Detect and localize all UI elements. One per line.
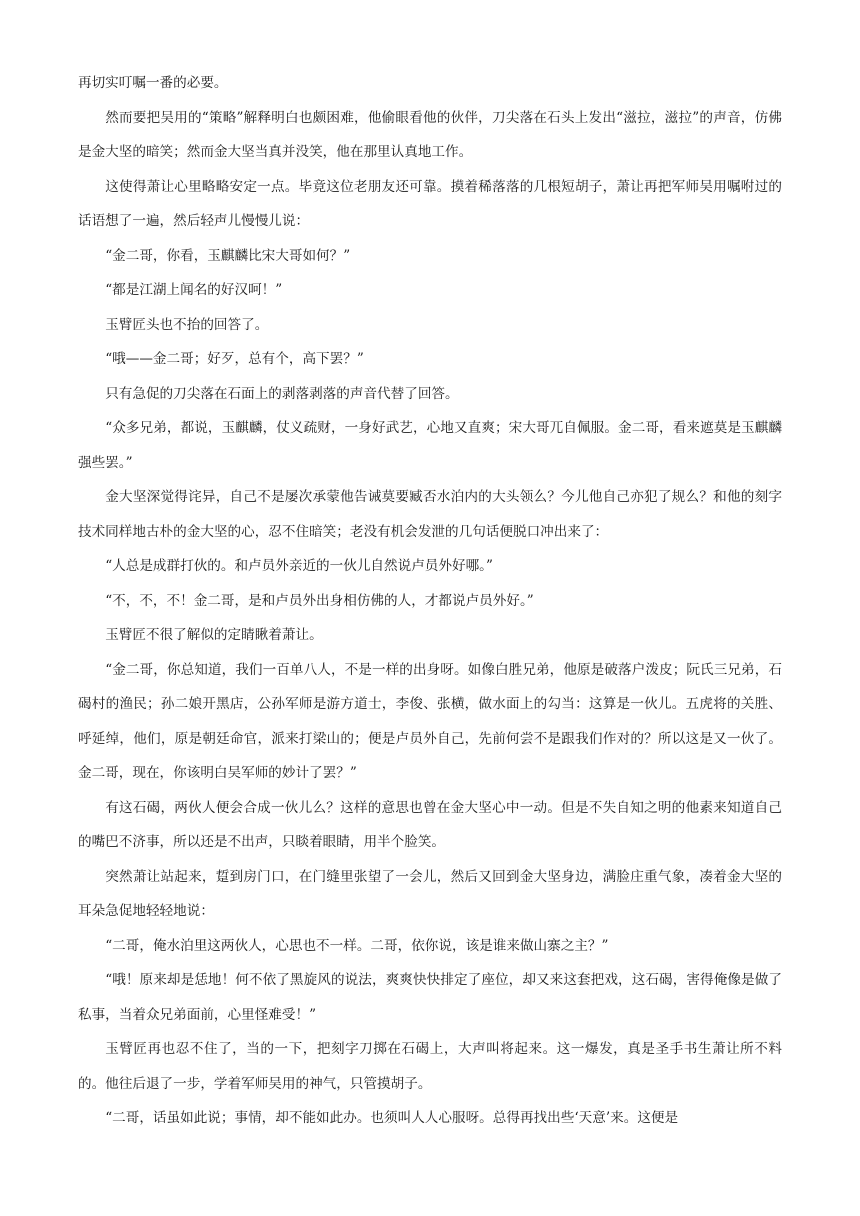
- paragraph-1: 再切实叮嘱一番的必要。: [78, 75, 228, 91]
- paragraph-16: 突然萧让站起来，踅到房门口，在门缝里张望了一会儿，然后又回到金大坚身边，满脸庄重气象，凑着金大坚的耳朵急促地轻轻地说：: [78, 868, 782, 919]
- paragraph-4: “金二哥，你看，玉麒麟比宋大哥如何？”: [105, 247, 351, 264]
- paragraph-6: 玉臂匠头也不抬的回答了。: [105, 316, 269, 333]
- paragraph-13: 玉臂匠不很了解似的定睛瞅着萧让。: [105, 627, 323, 643]
- paragraph-17: “二哥，俺水泊里这两伙人，心思也不一样。二哥，依你说，该是谁来做山寨之主？”: [105, 937, 609, 954]
- paragraph-9: “众多兄弟，都说，玉麒麟，仗义疏财，一身好武艺，心地又直爽；宋大哥兀自佩服。金二哥，看来遮莫是玉麒麟强些罢。”: [78, 420, 782, 471]
- paragraph-5: “都是江湖上闻名的好汉呵！”: [105, 282, 283, 298]
- paragraph-3: 这使得萧让心里略略安定一点。毕竟这位老朋友还可靠。摸着稀落落的几根短胡子，萧让再把军师吴用嘱咐过的话语想了一遍，然后轻声儿慢慢儿说：: [78, 178, 782, 229]
- paragraph-8: 只有急促的刀尖落在石面上的剥落剥落的声音代替了回答。: [105, 385, 459, 402]
- paragraph-15: 有这石碣，两伙人便会合成一伙儿么？这样的意思也曾在金大坚心中一动。但是不失自知之明的他素来知道自己的嘴巴不济事，所以还是不出声，只睒着眼睛，用半个脸笑。: [78, 799, 782, 850]
- paragraph-20: “二哥，话虽如此说；事情，却不能如此办。也须叫人人心服呀。总得再找出些‘天意’来。这便是: [105, 1110, 679, 1126]
- paragraph-7: “哦——金二哥；好歹，总有个，高下罢？”: [105, 351, 364, 367]
- document-body: [78, 66, 782, 1136]
- paragraph-2: 然而要把吴用的“策略”解释明白也颇困难，他偷眼看他的伙伴，刀尖落在石头上发出“滋拉，滋拉”的声音，仿佛是金大坚的暗笑；然而金大坚当真并没笑，他在那里认真地工作。: [78, 109, 782, 160]
- paragraph-12: “不，不，不！金二哥，是和卢员外出身相仿佛的人，才都说卢员外好。”: [105, 592, 534, 609]
- paragraph-18: “哦！原来却是恁地！何不依了黑旋风的说法，爽爽快快排定了座位，却又来这套把戏，这石碣，害得俺像是做了私事，当着众兄弟面前，心里怪难受！”: [78, 972, 782, 1023]
- paragraph-14: “金二哥，你总知道，我们一百单八人，不是一样的出身呀。如像白胜兄弟，他原是破落户泼皮；阮氏三兄弟，石碣村的渔民；孙二娘开黑店，公孙军师是游方道士，李俊、张横，做水面上的勾当：这算是一伙儿。五虎将的关胜、呼延绰，他们，原是朝廷命官，派来打梁山的；便是卢员外自己，先前何尝不是跟我们作对的？所以这是又一伙了。金二哥，现在，你该明白吴军师的妙计了罢？”: [78, 661, 782, 781]
- paragraph-19: 玉臂匠再也忍不住了，当的一下，把刻字刀掷在石碣上，大声叫将起来。这一爆发，真是圣手书生萧让所不料的。他往后退了一步，学着军师吴用的神气，只管摸胡子。: [78, 1041, 782, 1092]
- paragraph-11: “人总是成群打伙的。和卢员外亲近的一伙儿自然说卢员外好哪。”: [105, 558, 493, 574]
- paragraph-10: 金大坚深觉得诧异，自己不是屡次承蒙他告诫莫要臧否水泊内的大头领么？今儿他自己亦犯了规么？和他的刻字技术同样地古朴的金大坚的心，忍不住暗笑；老没有机会发泄的几句话便脱口冲出来了：: [78, 489, 782, 540]
